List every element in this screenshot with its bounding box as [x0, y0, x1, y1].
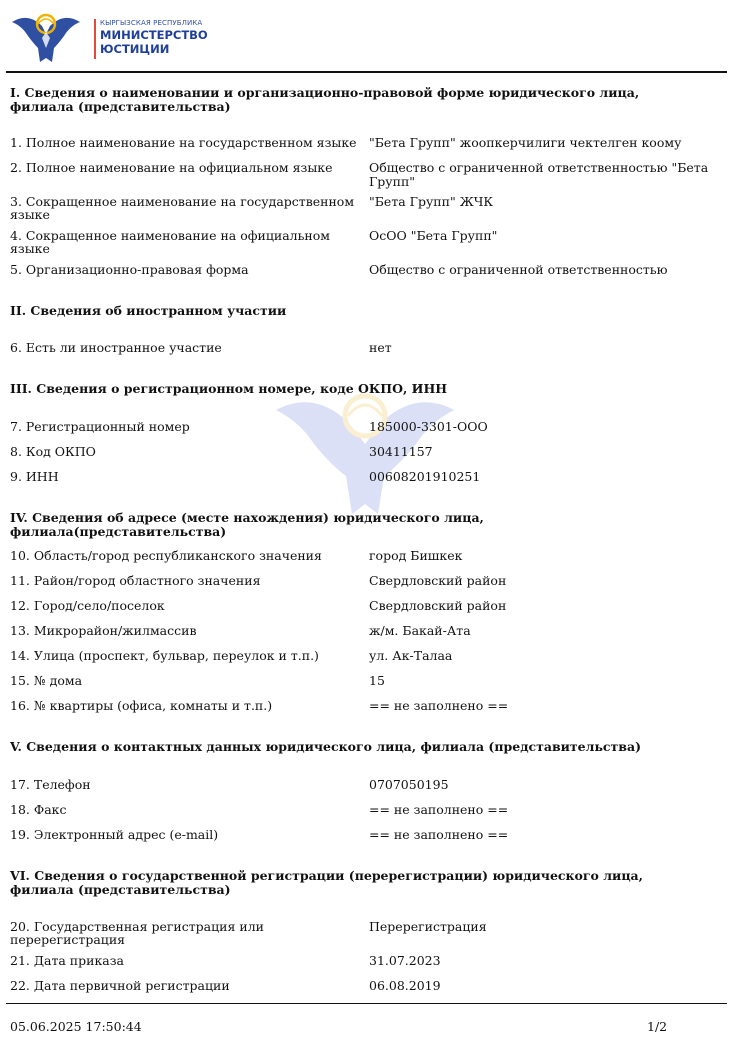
page-number: 1/2: [647, 1019, 668, 1034]
field-value: Перерегистрация: [369, 919, 487, 934]
field-value: город Бишкек: [369, 548, 463, 563]
field-label: 21. Дата приказа: [10, 953, 125, 968]
field-label: 13. Микрорайон/жилмассив: [10, 623, 197, 638]
field-value: Общество с ограниченной ответственностью "Бета Групп": [369, 160, 709, 189]
field-label: 3. Сокращенное наименование на государственном языке: [10, 194, 355, 222]
field-label: 7. Регистрационный номер: [10, 419, 190, 434]
field-value: 185000-3301-ООО: [369, 419, 488, 434]
field-label: 5. Организационно-правовая форма: [10, 262, 249, 277]
logo-text: [100, 20, 208, 55]
logo-country: КЫРГЫЗСКАЯ РЕСПУБЛИКА: [100, 19, 203, 27]
field-value: нет: [369, 340, 392, 355]
field-value: ж/м. Бакай-Ата: [369, 623, 471, 638]
footer-divider: [6, 1003, 727, 1004]
ministry-logo: [8, 8, 208, 66]
section-heading-1: I. Сведения о наименовании и организационно-правовой форме юридического лица, филиала (представительства): [10, 85, 640, 114]
logo-ministry: МИНИСТЕРСТВО: [100, 28, 208, 42]
field-value: ул. Ак-Талаа: [369, 648, 453, 663]
header-divider: [6, 71, 727, 73]
field-value: == не заполнено ==: [369, 802, 509, 817]
field-label: 20. Государственная регистрация или перерегистрация: [10, 919, 264, 947]
field-value: Свердловский район: [369, 598, 507, 613]
field-value: 30411157: [369, 444, 433, 459]
field-label: 6. Есть ли иностранное участие: [10, 340, 222, 355]
field-label: 22. Дата первичной регистрации: [10, 978, 230, 993]
field-value: 00608201910251: [369, 469, 481, 484]
logo-divider: [94, 19, 96, 59]
field-value: Общество с ограниченной ответственностью: [369, 262, 668, 277]
section-heading-4: IV. Сведения об адресе (месте нахождения) юридического лица, филиала(представительства): [10, 510, 484, 539]
section-heading-6: VI. Сведения о государственной регистрации (перерегистрации) юридического лица, филиала (представительства): [10, 868, 644, 897]
field-value: 06.08.2019: [369, 978, 441, 993]
field-label: 18. Факс: [10, 802, 67, 817]
field-label: 8. Код ОКПО: [10, 444, 96, 459]
field-value: == не заполнено ==: [369, 698, 509, 713]
field-label: 14. Улица (проспект, бульвар, переулок и т.п.): [10, 648, 319, 663]
section-heading-2: II. Сведения об иностранном участии: [10, 303, 287, 318]
field-value: 15: [369, 673, 385, 688]
eagle-emblem-icon: [8, 8, 84, 66]
section-heading-5: V. Сведения о контактных данных юридического лица, филиала (представительства): [10, 739, 641, 754]
field-label: 1. Полное наименование на государственном языке: [10, 135, 357, 150]
field-label: 11. Район/город областного значения: [10, 573, 261, 588]
field-label: 2. Полное наименование на официальном языке: [10, 160, 333, 175]
field-label: 16. № квартиры (офиса, комнаты и т.п.): [10, 698, 273, 713]
footer-timestamp: 05.06.2025 17:50:44: [10, 1019, 142, 1034]
section-heading-3: III. Сведения о регистрационном номере, коде ОКПО, ИНН: [10, 381, 448, 396]
field-label: 19. Электронный адрес (e-mail): [10, 827, 219, 842]
field-value: ОсОО "Бета Групп": [369, 228, 498, 243]
field-label: 12. Город/село/поселок: [10, 598, 165, 613]
field-label: 4. Сокращенное наименование на официальном языке: [10, 228, 330, 256]
field-label: 15. № дома: [10, 673, 83, 688]
field-value: "Бета Групп" жоопкерчилиги чектелген коому: [369, 135, 682, 150]
logo-justice: ЮСТИЦИИ: [100, 42, 170, 57]
field-value: 0707050195: [369, 777, 449, 792]
field-value: 31.07.2023: [369, 953, 441, 968]
field-label: 17. Телефон: [10, 777, 91, 792]
field-label: 10. Область/город республиканского значения: [10, 548, 322, 563]
field-value: == не заполнено ==: [369, 827, 509, 842]
field-value: "Бета Групп" ЖЧК: [369, 194, 494, 209]
field-value: Свердловский район: [369, 573, 507, 588]
field-label: 9. ИНН: [10, 469, 59, 484]
